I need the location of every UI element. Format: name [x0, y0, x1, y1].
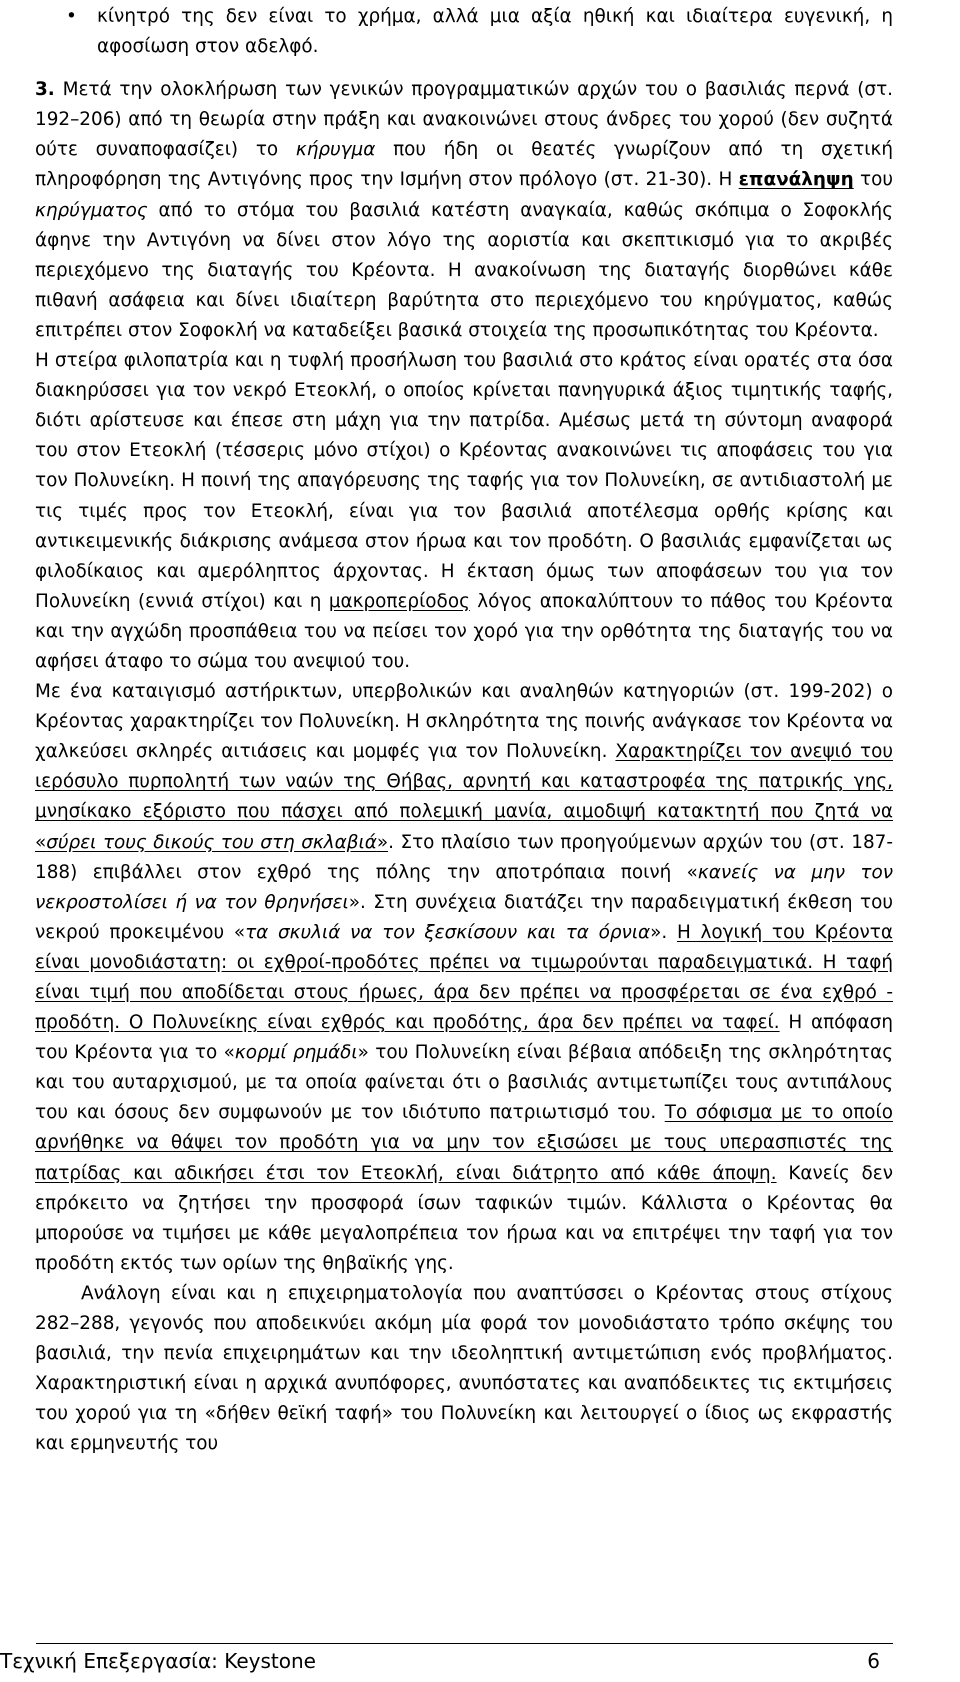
underlined-run: Η λογική του Κρέοντα είναι μονοδιάστατη: οι εχθροί-προδότες πρέπει να τιμωρούνται παραδειγματικά. Η ταφή είναι τιμή που αποδίδεται στους ήρωες, άρα δεν πρέπει να προσφέρεται σε ένα εχθρό - προδότη. Ο Πολυνείκης είναι εχθρός και προδότης, άρα δεν πρέπει να ταφεί.	[35, 921, 893, 1034]
paragraph-2	[35, 346, 893, 677]
underlined-quote: σύρει τους δικούς του στη σκλαβιά	[46, 831, 377, 853]
term-kirygmatos: κηρύγματος	[35, 199, 148, 221]
bullet-marker: •	[66, 6, 77, 27]
text-run: Μετά την ολοκλήρωση των γενικών προγραμματικών αρχών του ο βασιλιάς περνά (στ. 192–206) από τη θεωρία στην πράξη και ανακοινώνει στους άνδρες του χορού (δεν συζητά ούτε συναποφασίζει) το	[35, 79, 893, 161]
term-kirygma: κήρυγμα	[295, 139, 376, 161]
quote: τα σκυλιά να τον ξεσκίσουν και τα όρνια	[245, 921, 651, 943]
text-run: Η απόφαση του Κρέοντα για το «	[35, 1012, 893, 1064]
bullet-item	[35, 2, 893, 62]
body-text	[35, 2, 893, 1460]
bullet-text: κίνητρό της δεν είναι το χρήμα, αλλά μια αξία ηθική και ιδιαίτερα ευγενική, η αφοσίωση στον αδελφό.	[97, 6, 893, 58]
paragraph-3	[35, 677, 893, 1279]
term-epanalipsi: επανάληψη	[738, 169, 854, 191]
underlined-run: Χαρακτηρίζει τον ανεψιό του ιερόσυλο πυρπολητή των ναών της Θήβας, αρνητή και καταστροφέα της πατρικής γης, μνησίκακο εξόριστο που πάσχει από πολεμική μανία, αιμοδιψή κατακτητή που ζητά να «	[35, 741, 893, 853]
text-run: από το στόμα του βασιλιά κατέστη αναγκαία, καθώς σκόπιμα ο Σοφοκλής άφηνε την Αντιγόνη να δίνει στον λόγο της αοριστία και σκεπτικισμό για το ακριβές περιεχόμενο της διαταγής του Κρέοντα. Η ανακοίνωση της διαταγής διορθώνει κάθε πιθανή ασάφεια και δίνει ιδιαίτερη βαρύτητα στο περιεχόμενο του κηρύγματος, καθώς επιτρέπει στον Σοφοκλή να καταδείξει βασικά στοιχεία της προσωπικότητας του Κρέοντα.	[35, 199, 893, 341]
text-run: ».	[650, 921, 677, 943]
text-run: ». Στη συνέχεια διατάζει την παραδειγματική έκθεση του νεκρού προκειμένου «	[35, 891, 893, 943]
text-run: Η στείρα φιλοπατρία και η τυφλή προσήλωση του βασιλιά στο κράτος είναι ορατές στα όσα διακηρύσσει για τον νεκρό Ετεοκλή, ο οποίος κρίνεται πανηγυρικά άξιος τιμητικής ταφής, διότι αρίστευσε και έπεσε στη μάχη για την πατρίδα. Αμέσως μετά τη σύντομη αναφορά του στον Ετεοκλή (τέσσερις μόνο στίχοι) ο Κρέοντας ανακοινώνει τις αποφάσεις του για τον Πολυνείκη. Η ποινή της απαγόρευσης της ταφής για τον Πολυνείκη, σε αντιδιαστολή με τις τιμές προς τον Ετεοκλή, είναι για τον βασιλιά αποτέλεσμα ορθής κρίσης και αντικειμενικής διάκρισης ανάμεσα στον ήρωα και τον προδότη. Ο βασιλιάς εμφανίζεται ως φιλοδίκαιος και αμερόληπτος άρχοντας. Η έκταση όμως των αποφάσεων του για τον Πολυνείκη (εννιά στίχοι) και η	[35, 350, 893, 612]
page-number: 6	[867, 1649, 880, 1673]
text-run: που ήδη οι θεατές γνωρίζουν από τη σχετική πληροφόρηση της Αντιγόνης προς την Ισμήνη στον πρόλογο (στ. 21-30). Η	[35, 139, 893, 191]
quote: κανείς να μην τον νεκροστολίσει ή να τον θρηνήσει	[35, 861, 893, 913]
text-run: Κανείς δεν επρόκειτο να ζητήσει την προσφορά ίσων ταφικών τιμών. Κάλλιστα ο Κρέοντας θα μπορούσε να τιμήσει με κάθε μεγαλοπρέπεια τον ήρωα και να επιτρέψει την ταφή για τον προδότη εκτός των ορίων της θηβαϊκής γης.	[35, 1162, 893, 1274]
text-run: » του Πολυνείκη είναι βέβαια απόδειξη της σκληρότητας και του αυταρχισμού, με τα οποία φαίνεται ότι ο βασιλιάς αντιμετωπίζει τους αντιπάλους του και όσους δεν συμφωνούν με τον ιδιότυπο πατριωτισμό του.	[35, 1042, 893, 1124]
paragraph-4: Ανάλογη είναι και η επιχειρηματολογία που αναπτύσσει ο Κρέοντας στους στίχους 282–288, γεγονός που αποδεικνύει ακόμη μία φορά τον μονοδιάστατο τρόπο σκέψης του βασιλιά, την πενία επιχειρημάτων και την ιδεοληπτική αντιμετώπιση ενός προβλήματος. Χαρακτηριστική είναι η αρχικά ανυπόφορες, ανυπόστατες και αναπόδεικτες τις εκτιμήσεις του χορού για τη «δήθεν θεϊκή ταφή» του Πολυνείκη και λειτουργεί ο ίδιος ως εκφραστής και ερμηνευτής του	[35, 1282, 893, 1455]
term-makroperiodos: μακροπερίοδος	[328, 590, 470, 612]
footer-rule	[36, 1643, 893, 1644]
text-run: Με ένα καταιγισμό αστήρικτων, υπερβολικών και αναληθών κατηγοριών (στ. 199-202) ο Κρέοντας χαρακτηρίζει τον Πολυνείκη. Η σκληρότητα της ποινής ανάγκασε τον Κρέοντα να χαλκεύσει σκληρές αιτιάσεις και μομφές για τον Πολυνείκη.	[35, 681, 893, 763]
underlined-run: »	[376, 831, 389, 853]
text-run: λόγος αποκαλύπτουν το πάθος του Κρέοντα και την αγχώδη προσπάθεια του να πείσει τον χορό για την ορθότητα της διαταγής του να αφήσει άταφο το σώμα του ανεψιού του.	[35, 590, 893, 672]
text-run: . Στο πλαίσιο των προηγούμενων αρχών του (στ. 187-188) επιβάλλει στον εχθρό της πόλης την αποτρόπαια ποινή «	[35, 831, 893, 883]
paragraph-gap	[35, 62, 893, 75]
footer-credit: Τεχνική Επεξεργασία: Keystone	[0, 1649, 316, 1673]
page-footer	[0, 1636, 960, 1682]
quote: κορμί ρημάδι	[234, 1042, 358, 1064]
underlined-run: Το σόφισμα με το οποίο αρνήθηκε να θάψει τον προδότη για να μην τον εξισώσει με τους υπερασπιστές της πατρίδας και αδικήσει έτσι τον Ετεοκλή, είναι διάτρητο από κάθε άποψη.	[35, 1102, 893, 1184]
section-3-paragraph	[35, 75, 893, 346]
section-number: 3.	[35, 79, 55, 101]
text-run: του	[853, 169, 894, 191]
